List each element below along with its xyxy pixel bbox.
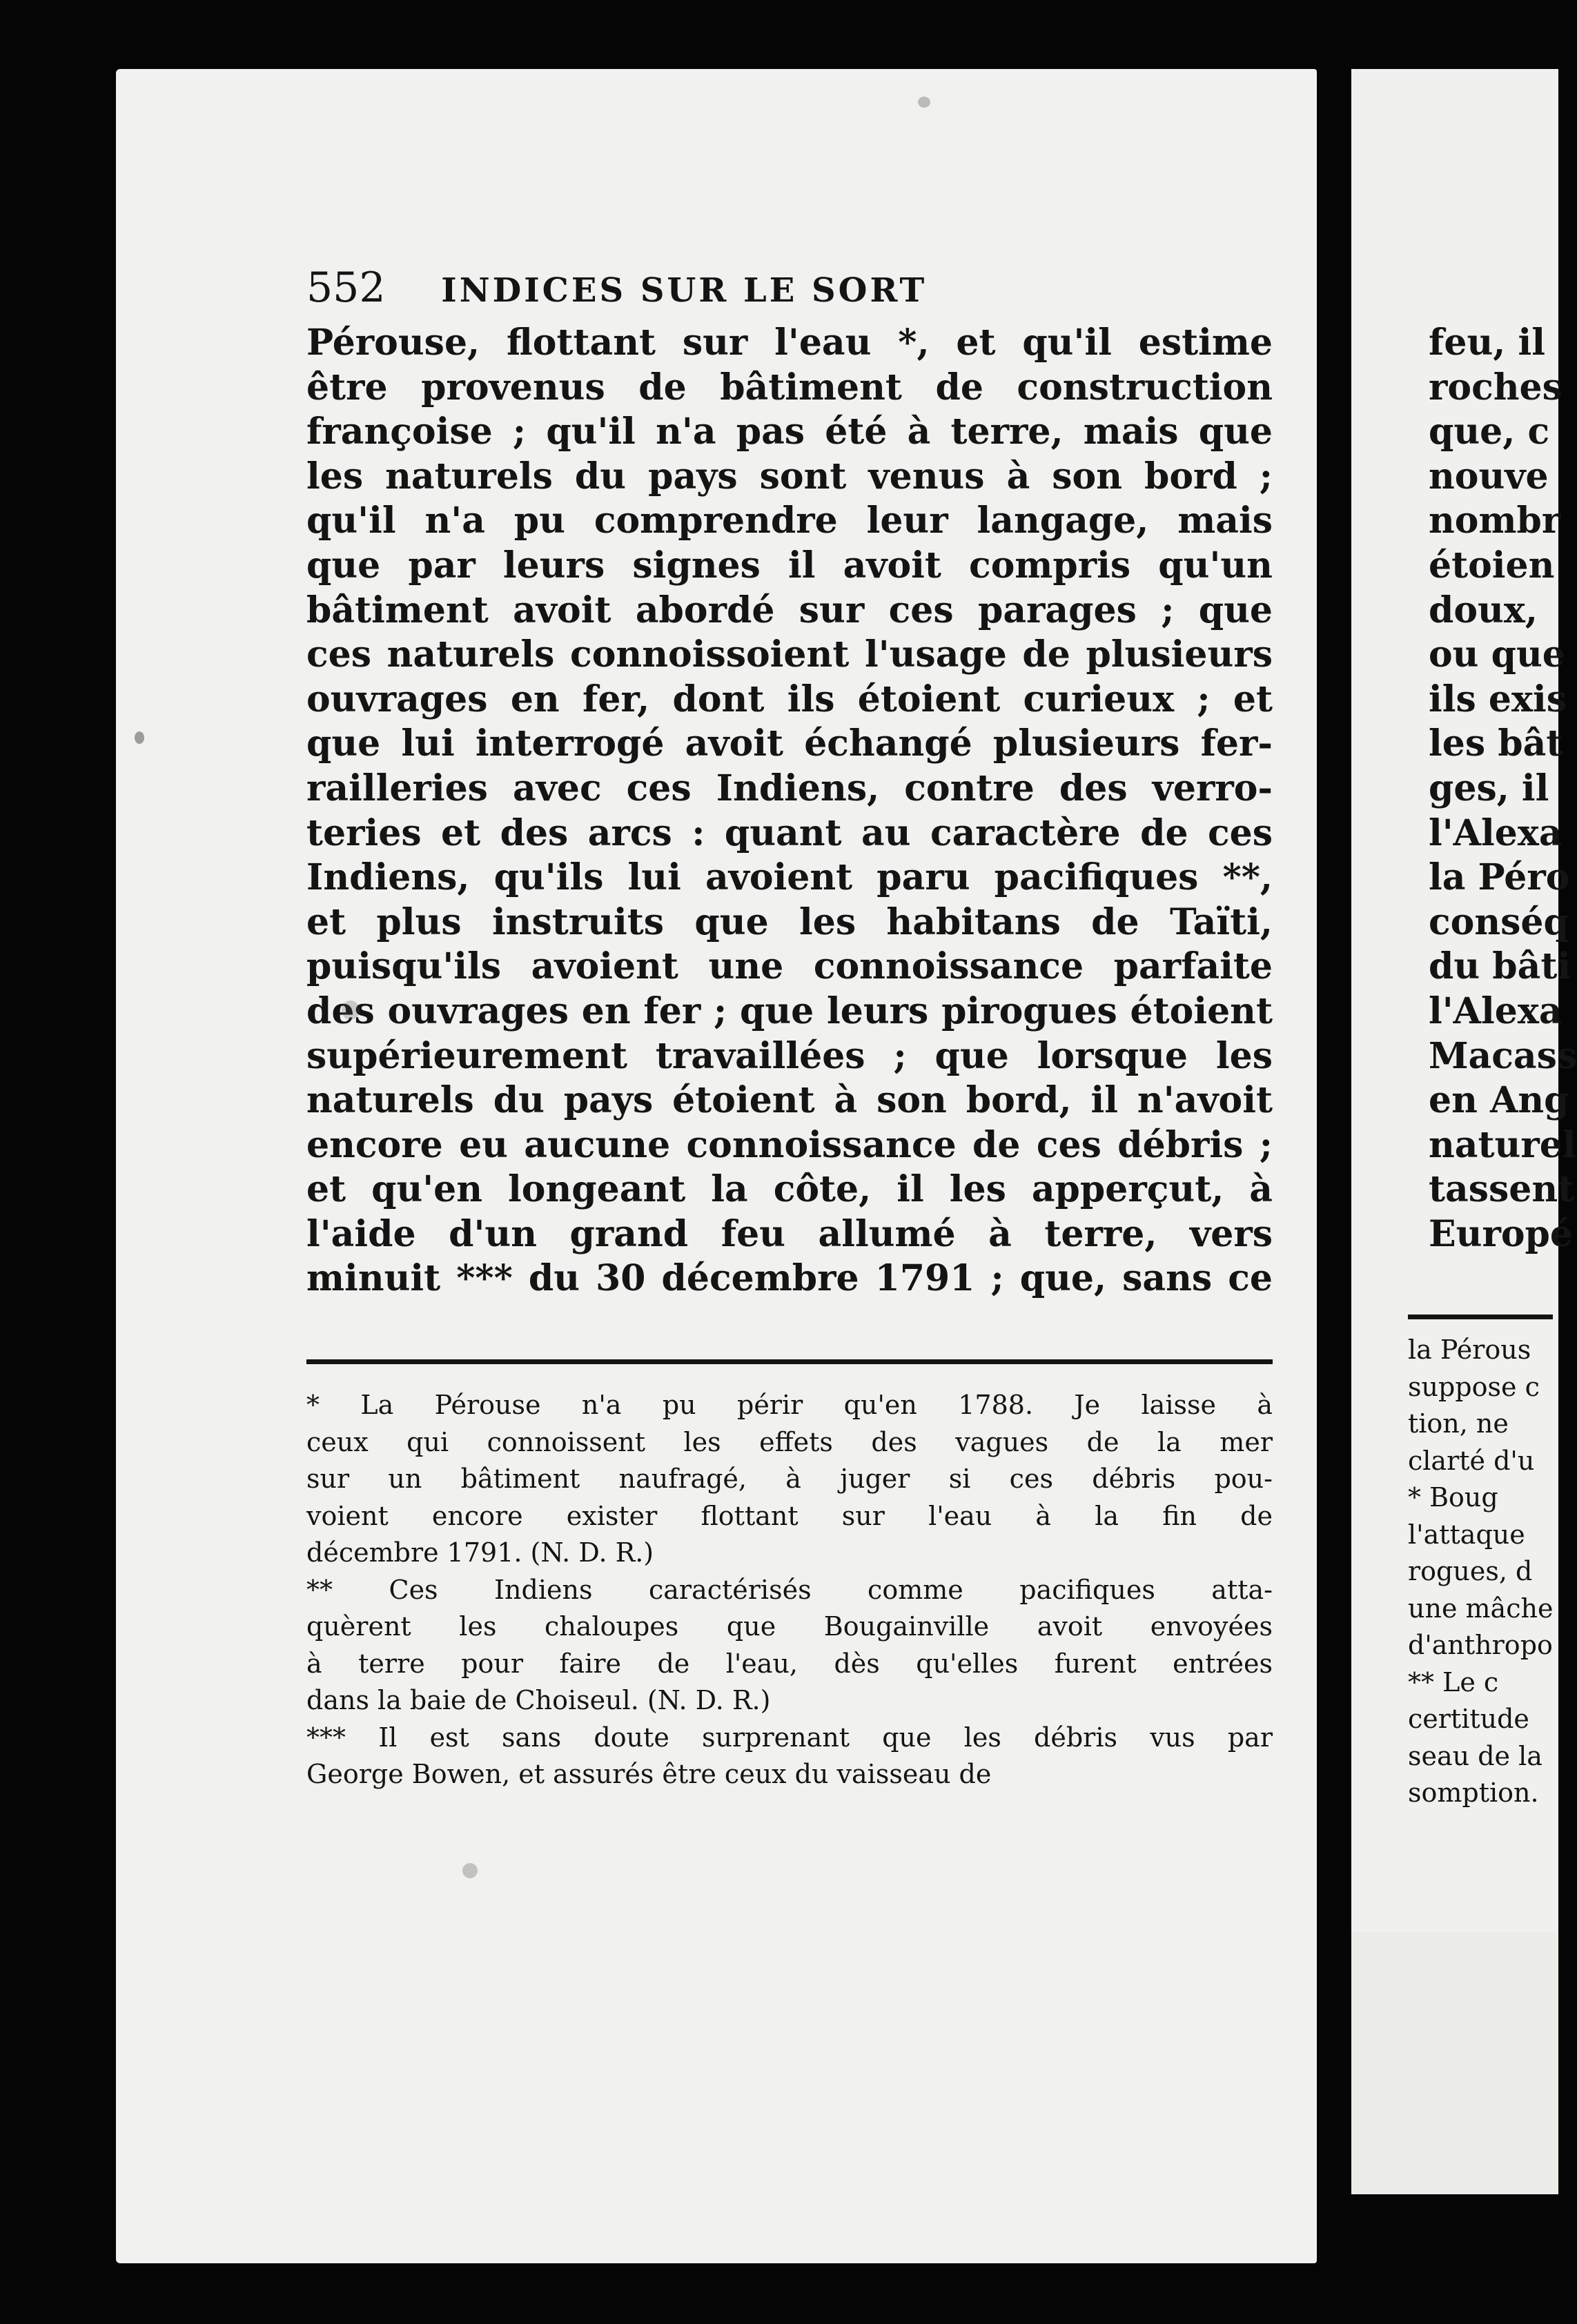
text-line: des ouvrages en fer ; que leurs pirogues étoient [306,989,1273,1032]
right-text-line: doux, [1429,589,1538,631]
right-text-line: l'Alexa [1429,989,1563,1032]
right-text-line: nouve [1429,455,1549,498]
right-text-line: étoien [1429,544,1555,587]
text-line: bâtiment avoit abordé sur ces parages ; que [306,589,1273,631]
text-line: naturels du pays étoient à son bord, il n'avoit [306,1079,1273,1122]
footnote-line: ** Ces Indiens caractérisés comme pacifiques atta- [306,1574,1273,1605]
right-text-line: conséq [1429,900,1569,943]
ink-speck [918,97,930,108]
right-text-line: que, c [1429,411,1550,453]
footnote-line: à terre pour faire de l'eau, dès qu'elles furent entrées [306,1648,1273,1679]
right-footnote-line: certitude [1408,1704,1529,1734]
text-line: Pérouse, flottant sur l'eau *, et qu'il estime [306,322,1273,364]
text-line: et qu'en longeant la côte, il les apperçut, à [306,1168,1273,1211]
text-line: que par leurs signes il avoit compris qu'un [306,544,1273,587]
text-line: minuit *** du 30 décembre 1791 ; que, sans ce [306,1257,1273,1300]
right-footnote-rule [1408,1314,1553,1319]
running-header [306,264,1273,312]
footnote-line: décembre 1791. (N. D. R.) [306,1537,654,1568]
text-line: ces naturels connoissoient l'usage de plusieurs [306,633,1273,676]
right-text-line: tassent [1429,1168,1575,1211]
right-text-line: feu, il [1429,322,1545,364]
ink-speck [135,731,144,744]
right-page-lower [1351,1932,1558,2194]
right-footnote-line: seau de la [1408,1740,1542,1771]
right-text-line: la Péro [1429,856,1570,899]
text-line: Indiens, qu'ils lui avoient paru pacifiques **, [306,856,1273,899]
page-number: 552 [306,264,386,312]
right-footnote-line: clarté d'u [1408,1445,1535,1476]
footnote-line: *** Il est sans doute surprenant que les débris vus par [306,1722,1273,1753]
text-line: ouvrages en fer, dont ils étoient curieux ; et [306,678,1273,720]
right-text-line: roches [1429,366,1563,408]
footnote-line: quèrent les chaloupes que Bougainville avoit envoyées [306,1611,1273,1642]
text-line: les naturels du pays sont venus à son bord ; [306,455,1273,498]
right-text-line: nombr [1429,500,1561,542]
right-footnote-line: d'anthropo [1408,1630,1553,1660]
right-footnote-line: suppose c [1408,1371,1540,1402]
right-footnote-line: rogues, d [1408,1556,1533,1586]
right-footnote-line: ** Le c [1408,1666,1499,1697]
right-text-line: ges, il [1429,767,1549,809]
right-footnote-line: * Boug [1408,1482,1498,1513]
text-line: encore eu aucune connoissance de ces débris ; [306,1123,1273,1166]
footnote-line: dans la baie de Choiseul. (N. D. R.) [306,1685,771,1715]
footnote-line: George Bowen, et assurés être ceux du vaisseau de [306,1759,992,1789]
footnote-line: * La Pérouse n'a pu périr qu'en 1788. Je laisse à [306,1390,1273,1420]
right-footnote-line: une mâche [1408,1593,1554,1624]
right-text-line: naturel [1429,1123,1576,1166]
text-line: qu'il n'a pu comprendre leur langage, mais [306,500,1273,542]
right-text-line: ou que [1429,633,1565,676]
right-page-text [1429,321,1577,1257]
text-line: teries et des arcs : quant au caractère de ces [306,811,1273,854]
ink-speck [342,1001,360,1020]
text-line: françoise ; qu'il n'a pas été à terre, mais que [306,411,1273,453]
text-line: être provenus de bâtiment de construction [306,366,1273,408]
text-line: railleries avec ces Indiens, contre des verro- [306,767,1273,809]
text-line: puisqu'ils avoient une connoissance parfaite [306,945,1273,988]
right-text-line: en Ang [1429,1079,1569,1122]
right-footnote-line: tion, ne [1408,1408,1509,1439]
text-line: l'aide d'un grand feu allumé à terre, vers [306,1212,1273,1255]
right-text-line: du bâti [1429,945,1571,988]
footnote-line: voient encore exister flottant sur l'eau à la fin de [306,1500,1273,1531]
footnotes [306,1387,1273,1793]
footnote-rule [306,1359,1273,1364]
right-footnote-line: somption. [1408,1778,1539,1808]
footnote-line: sur un bâtiment naufragé, à juger si ces débris pou- [306,1464,1273,1494]
right-text-line: Europé [1429,1212,1573,1255]
right-text-line: l'Alexa [1429,811,1563,854]
right-footnote-line: l'attaque [1408,1519,1525,1550]
right-text-line: ils exis [1429,678,1567,720]
ink-speck [462,1863,478,1878]
right-text-line: Macass [1429,1034,1577,1077]
footnote-line: ceux qui connoissent les effets des vagues de la mer [306,1426,1273,1457]
text-line: et plus instruits que les habitans de Taïti, [306,900,1273,943]
text-line: supérieurement travaillées ; que lorsque les [306,1034,1273,1077]
running-head-title: INDICES SUR LE SORT [441,271,928,310]
text-line: que lui interrogé avoit échangé plusieurs fer- [306,722,1273,765]
main-text [306,321,1273,1301]
right-page-footnotes [1408,1332,1553,1812]
right-text-line: les bât [1429,722,1563,765]
right-footnote-line: la Pérous [1408,1335,1531,1365]
